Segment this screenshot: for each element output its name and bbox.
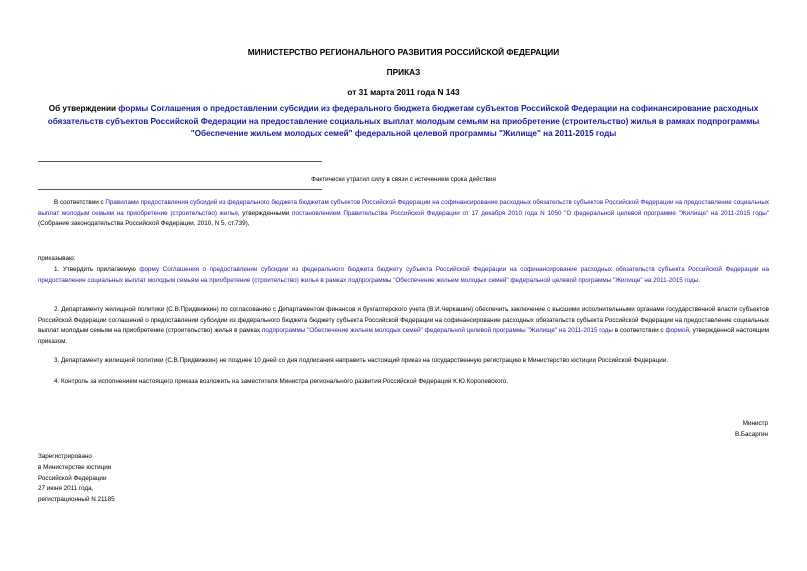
form-link[interactable]: формой — [665, 327, 690, 335]
document-title — [38, 103, 769, 141]
rules-link[interactable]: Правилами предоставления субсидий из федерального бюджета бюджетам субъектов Российской Федерации на софинансирование расходных обязательств субъектов Российской Федерации на предоставление социальных выплат молодым семьям на приобретение (строительство) жилья — [38, 199, 770, 217]
approved-form-link[interactable]: форму Соглашения о предоставлении субсидии из федерального бюджета бюджету субъекта Российской Федерации на софинансирование расходных обязательств субъекта Российской Федерации на предоставление социальных выплат молодым семьям на приобретение (строительство) жилья в рамках подпрограммы "Обеспечение жильем молодых семей" федеральной целевой программы "Жилище" на 2011-2015 годы — [38, 266, 769, 284]
signature-name: В.Басаргин — [734, 430, 768, 438]
item-4-paragraph — [38, 377, 769, 388]
ministry-heading: МИНИСТЕРСТВО РЕГИОНАЛЬНОГО РАЗВИТИЯ РОССИЙСКОЙ ФЕДЕРАЦИИ — [247, 47, 560, 57]
title-prefix: Об утверждении — [48, 104, 119, 113]
preamble-text-2: , утвержденными — [237, 209, 293, 217]
registration-line-4: 27 июня 2011 года, — [38, 485, 94, 493]
subprogram-link[interactable]: подпрограммы "Обеспечение жильем молодых семей" федеральной целевой программы "Жилище" на 2011-2015 годы — [262, 327, 613, 335]
preamble-text-1: В соответствии с — [54, 199, 106, 206]
item-3-paragraph — [38, 356, 769, 367]
registration-line-1: Зарегистрировано — [38, 453, 92, 460]
item-1-paragraph — [38, 265, 769, 286]
signature-position: Министр — [742, 420, 768, 427]
item-3-text: 3. Департаменту жилищной политики (С.В.Придвижкин) не позднее 10 дней со дня подписания направить настоящий приказ на государственную регистрацию в Министерство юстиции Российской Федерации. — [54, 357, 668, 364]
divider-bottom — [38, 189, 322, 190]
registration-line-5: регистрационный N 21185 — [38, 496, 115, 504]
date-number-heading: от 31 марта 2011 года N 143 — [347, 87, 460, 97]
government-decree-link[interactable]: постановлением Правительства Российской Федерации от 17 декабря 2010 года N 1050 "О федеральной целевой программе "Жилище" на 2011-2015 годы" — [292, 209, 769, 217]
item-2-text-3: , утвержденной настоящим приказом. — [38, 327, 769, 345]
registration-line-2: в Министерстве юстиции — [38, 463, 112, 471]
item-2-text-1: 2. Департаменту жилищной политики (С.В.Придвижкин) по согласованию с Департаментом финансов и бухгалтерского учета (В.И.Черкашин) обеспечить заключение с высшими исполнительными органами государственной власти субъектов Российской Федерации соглашений о предоставлении субсидии из федерального бюджета бюджету субъекта Российской Федерации на софинансирование расходных обязательств субъекта Российской Федерации на предоставление социальных выплат молодым семьям на приобретение (строительство) жилья в рамках — [38, 306, 769, 335]
registration-block — [38, 452, 115, 506]
order-word: приказываю: — [38, 255, 76, 262]
status-note: Фактически утратил силу в связи с истечением срока действия — [311, 176, 496, 183]
title-form-link[interactable]: формы Соглашения о предоставлении субсидии из федерального бюджета бюджетам субъектов Российской Федерации на софинансирование расходных обязательств субъектов Российской Федерации на предоставление социальных выплат молодым семьям на приобретение (строительство) жилья в рамках подпрограммы "Обеспечение жильем молодых семей" федеральной целевой программы "Жилище" на 2011-2015 годы — [47, 104, 760, 138]
item-2-paragraph — [38, 305, 769, 347]
item-1-text-1: 1. Утвердить прилагаемую — [54, 266, 140, 273]
doc-type-heading: ПРИКАЗ — [386, 67, 421, 77]
item-1-text-2: . — [698, 276, 700, 284]
registration-line-3: Российской Федерации — [38, 474, 107, 482]
item-2-text-2: в соответствии с — [612, 327, 666, 335]
item-4-text: 4. Контроль за исполнением настоящего приказа возложить на заместителя Министра регионального развития Российской Федерации К.Ю.Королевского. — [54, 378, 509, 385]
signature-block — [735, 419, 768, 440]
preamble-text-3: (Собрание законодательства Российской Федерации, 2010, N 5, ст.739), — [38, 220, 250, 228]
divider-top — [38, 161, 322, 162]
preamble-paragraph — [38, 198, 769, 230]
